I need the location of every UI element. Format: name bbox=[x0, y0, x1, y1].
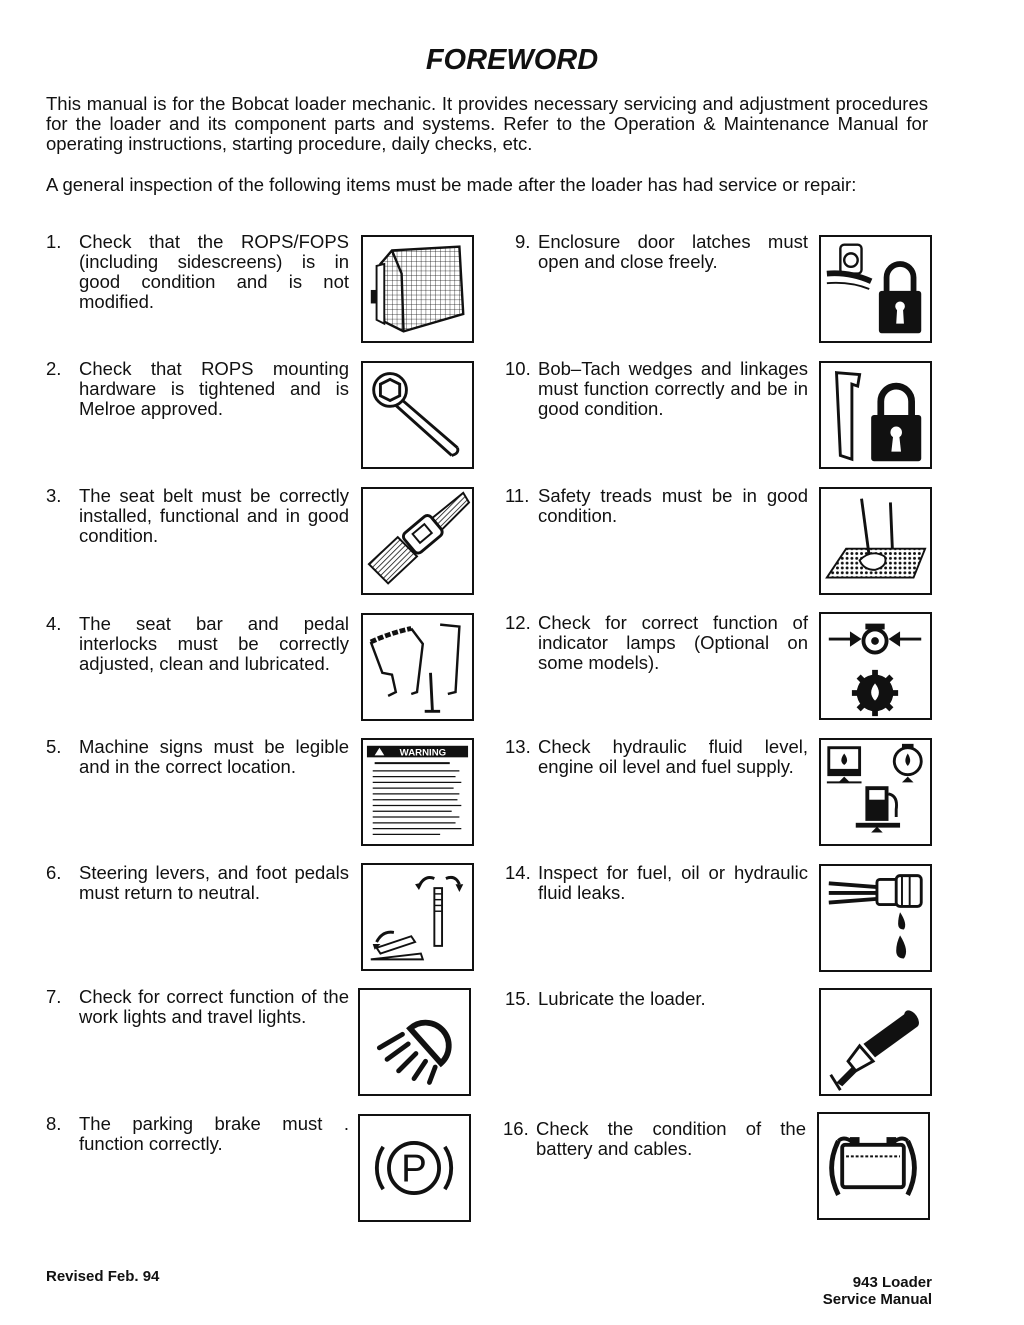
item-text: Safety treads must be in good condition. bbox=[538, 485, 808, 526]
item-text: The seat bar and pedal interlocks must be correctly adjusted, clean and lubricated. bbox=[79, 613, 349, 674]
indicator-lamps-icon bbox=[819, 612, 932, 720]
item-number: 13. bbox=[505, 736, 531, 757]
item-number: 12. bbox=[505, 612, 531, 633]
item-number: 6. bbox=[46, 862, 62, 883]
fluid-levels-icon bbox=[819, 738, 932, 846]
item-text: Machine signs must be legible and in the correct location. bbox=[79, 736, 349, 777]
revision-date: Revised Feb. 94 bbox=[46, 1268, 160, 1285]
item-text: Check that the ROPS/FOPS (including sidescreens) is in good condition and is not modified. bbox=[79, 231, 349, 312]
seat-bar-icon bbox=[361, 613, 474, 721]
item-number: 10. bbox=[505, 358, 531, 379]
item-text: The parking brake must . function correctly. bbox=[79, 1113, 349, 1154]
item-text: Check hydraulic fluid level, engine oil level and fuel supply. bbox=[538, 736, 808, 777]
grease-gun-icon bbox=[819, 988, 932, 1096]
levers-pedals-icon bbox=[361, 863, 474, 971]
page-title: FOREWORD bbox=[425, 44, 599, 76]
item-number: 4. bbox=[46, 613, 62, 634]
wrench-icon bbox=[361, 361, 474, 469]
manual-identifier bbox=[823, 1274, 932, 1308]
inspection-intro: A general inspection of the following items must be made after the loader has had service or repair: bbox=[46, 174, 857, 195]
parking-letter: P bbox=[401, 1147, 427, 1191]
item-text: Check for correct function of indicator lamps (Optional on some models). bbox=[538, 612, 808, 673]
item-number: 3. bbox=[46, 485, 62, 506]
item-number: 1. bbox=[46, 231, 62, 252]
item-text: Bob–Tach wedges and linkages must function correctly and be in good condition. bbox=[538, 358, 808, 419]
item-number: 9. bbox=[515, 231, 531, 252]
door-latch-icon bbox=[819, 235, 932, 343]
item-text: Check the condition of the battery and cables. bbox=[536, 1118, 806, 1159]
safety-tread-icon bbox=[819, 487, 932, 595]
item-number: 5. bbox=[46, 736, 62, 757]
item-text: The seat belt must be correctly installed, functional and in good condition. bbox=[79, 485, 349, 546]
seat-belt-icon bbox=[361, 487, 474, 595]
item-number: 14. bbox=[505, 862, 531, 883]
manual-name: Service Manual bbox=[822, 1291, 932, 1308]
leak-icon bbox=[819, 864, 932, 972]
item-number: 2. bbox=[46, 358, 62, 379]
item-text: Lubricate the loader. bbox=[538, 988, 706, 1009]
item-text: Check for correct function of the work lights and travel lights. bbox=[79, 986, 349, 1027]
item-number: 16. bbox=[503, 1118, 529, 1139]
item-number: 11. bbox=[505, 485, 530, 506]
warning-heading: WARNING bbox=[399, 747, 447, 759]
item-text: Check that ROPS mounting hardware is tightened and is Melroe approved. bbox=[79, 358, 349, 419]
wedge-lock-icon bbox=[819, 361, 932, 469]
model-name: 943 Loader bbox=[852, 1274, 932, 1291]
item-text: Enclosure door latches must open and close freely. bbox=[538, 231, 808, 272]
item-text: Inspect for fuel, oil or hydraulic fluid leaks. bbox=[538, 862, 808, 903]
warning-sign-icon bbox=[361, 738, 474, 846]
parking-brake-icon bbox=[358, 1114, 471, 1222]
battery-icon bbox=[817, 1112, 930, 1220]
item-number: 15. bbox=[505, 988, 531, 1009]
intro-paragraph: This manual is for the Bobcat loader mechanic. It provides necessary servicing and adjustment procedures for the loader and its component parts and systems. Refer to the Operation & Maintenance Manual for operating instructions, starting procedure, daily checks, etc. bbox=[46, 93, 928, 154]
item-text: Steering levers, and foot pedals must return to neutral. bbox=[79, 862, 349, 903]
light-icon bbox=[358, 988, 471, 1096]
rops-cab-icon bbox=[361, 235, 474, 343]
item-number: 8. bbox=[46, 1113, 62, 1134]
item-number: 7. bbox=[46, 986, 62, 1007]
